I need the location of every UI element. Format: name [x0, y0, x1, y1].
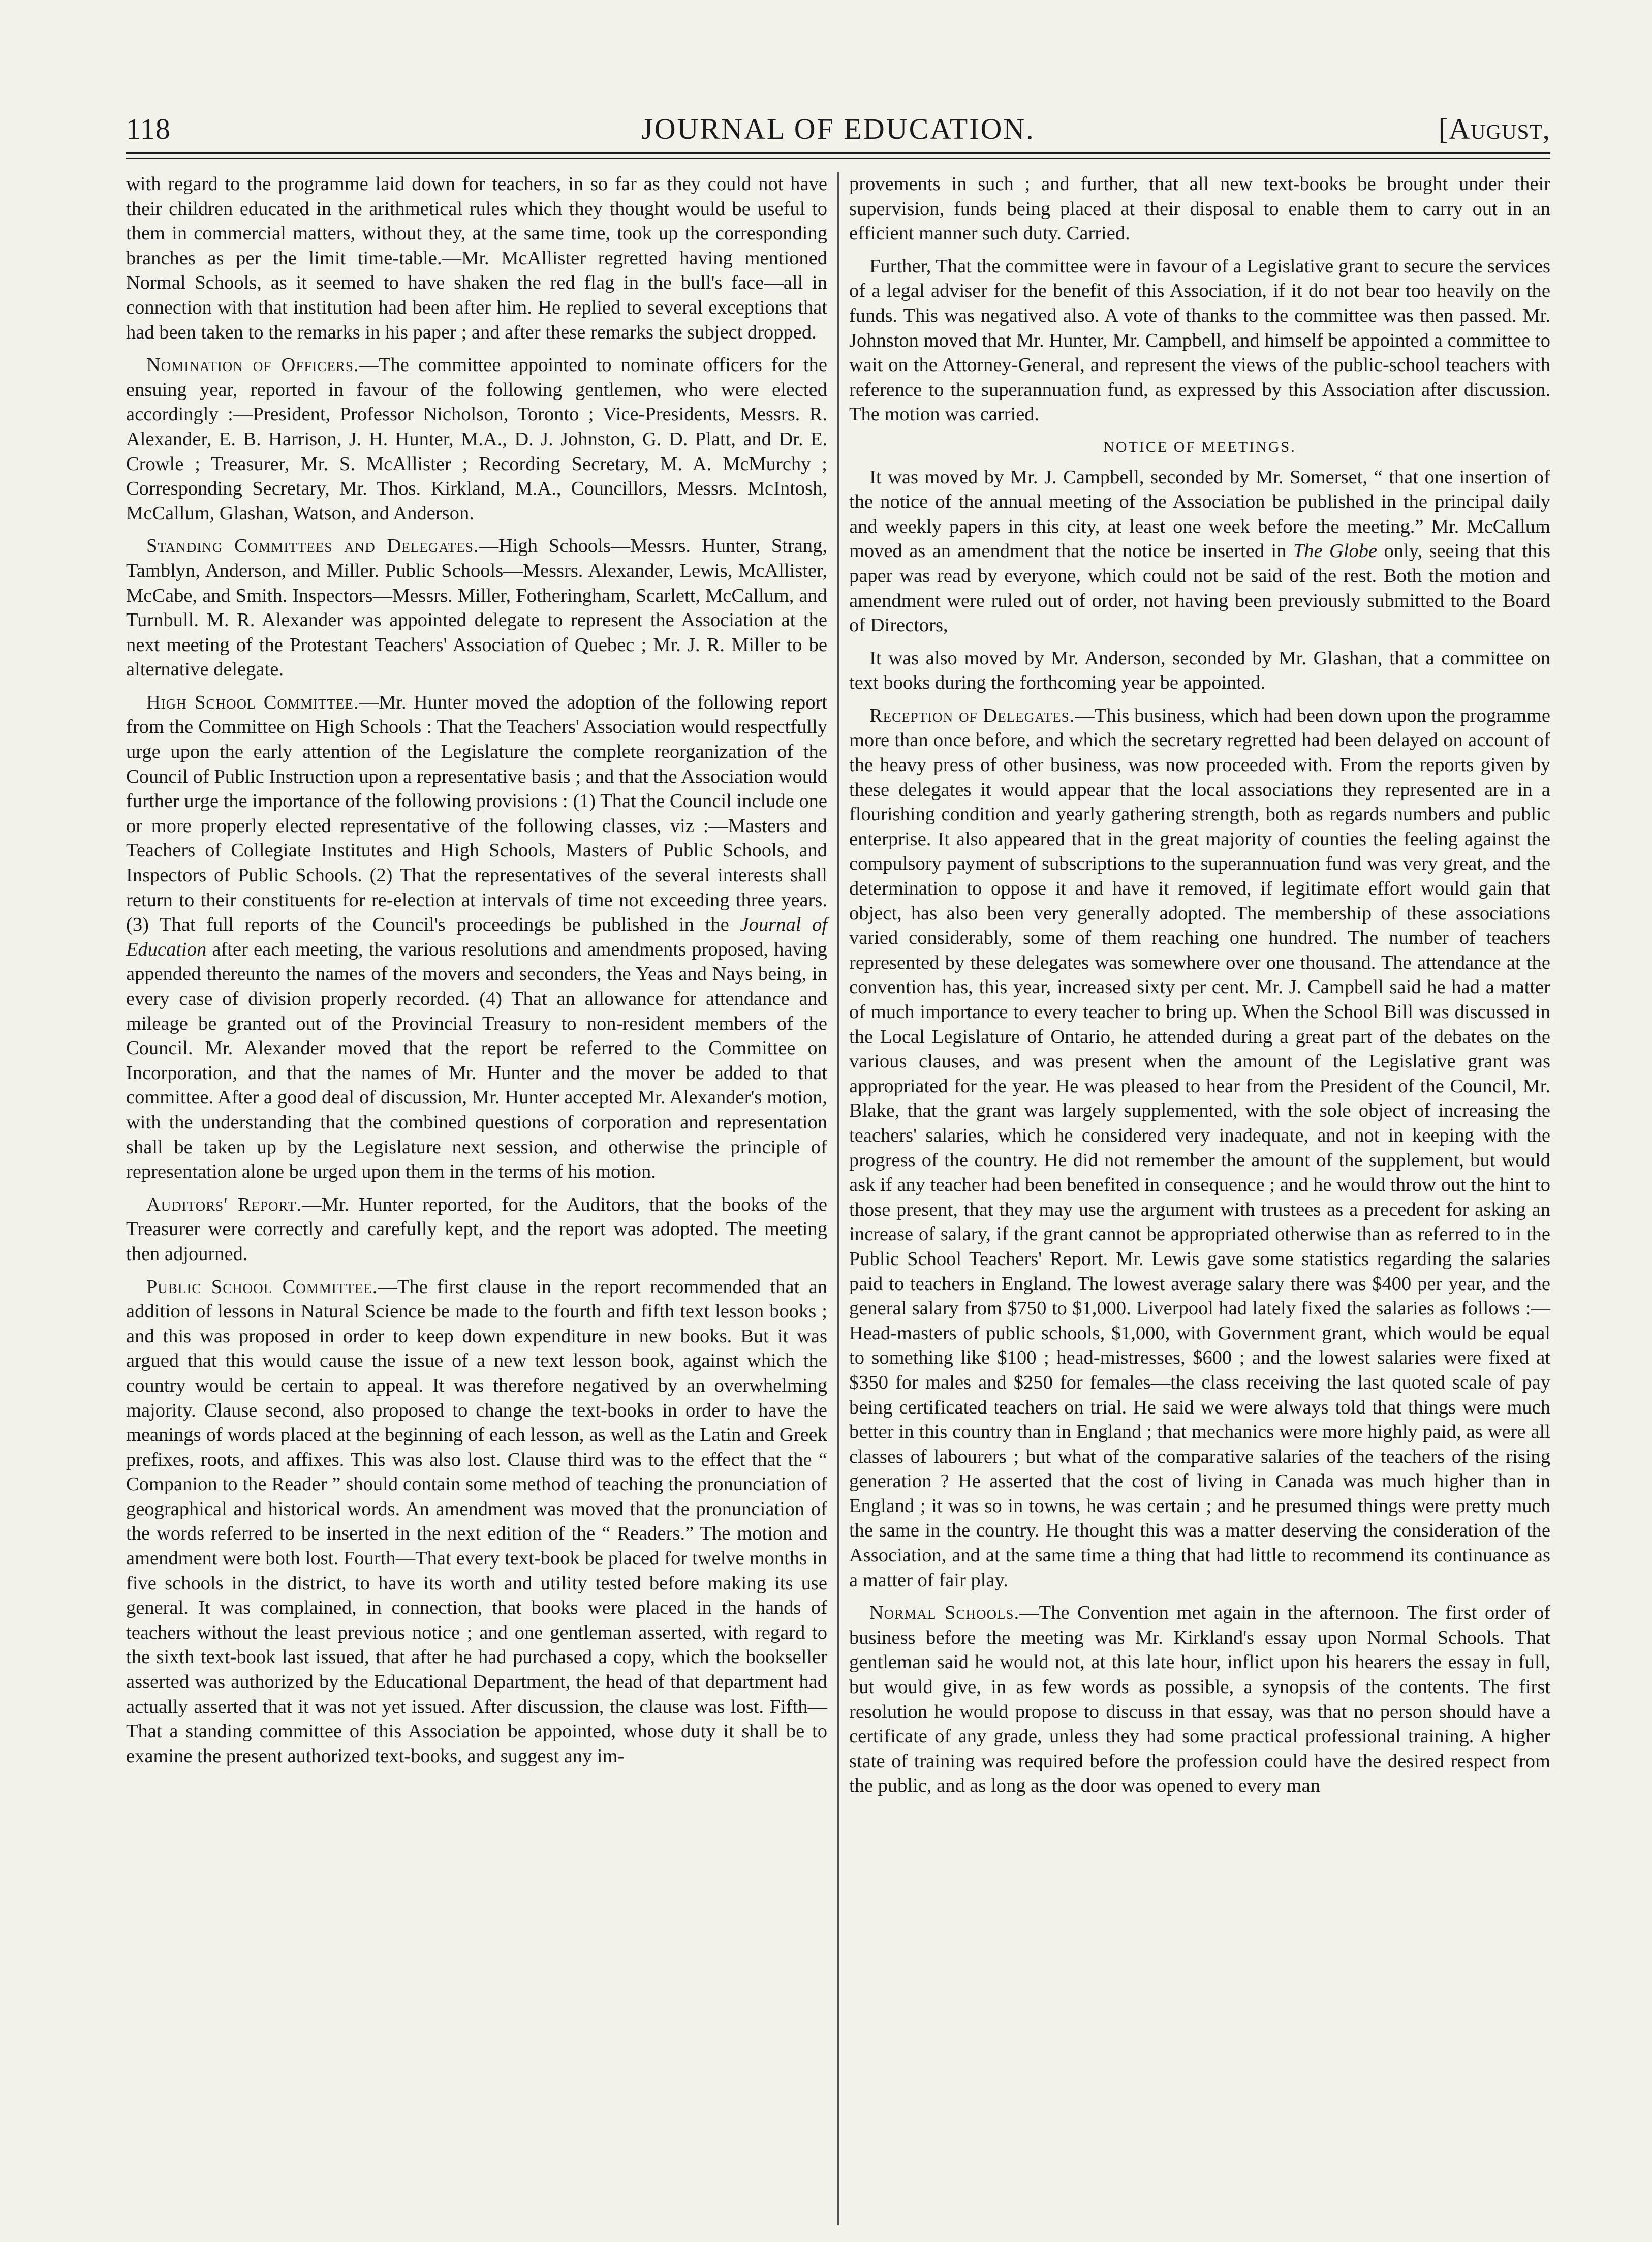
- running-header: [126, 102, 1550, 152]
- standing-committees-section: [126, 534, 827, 682]
- normal-schools-body: —The Convention met again in the afternoon. The first order of business before the meeting was Mr. Kirkland's essay upon Normal Schools. That gentleman said he would not, at this late hour, inflict upon his hearers the essay in full, but would give, in as few words as possible, a synopsis of the contents. The first resolution he would propose to discuss in that essay, was that no person should have a certificate of any grade, unless they had some practical professional training. A higher state of training was required before the profession could have the desired respect from the public, and as long as the door was opened to every man: [849, 1602, 1551, 1797]
- high-school-committee-heading: High School Committee.: [146, 691, 359, 713]
- high-school-committee-body-a: —Mr. Hunter moved the adoption of the following report from the Committee on High Schools : That the Teachers' Association would respectfully urge upon the early attention of the Legislature the complete reorganization of the Council of Public Instruction upon a representative basis ; and that the Association would further urge the importance of the following provisions : (1) That the Council include one or more properly elected representative of the following classes, viz :—Masters and Teachers of Collegiate Institutes and High Schools, Masters of Public Schools, and Inspectors of Public Schools. (2) That the representatives of the several interests shall return to their constituents for re-election at intervals of time not exceeding three years. (3) That full reports of the Council's proceedings be published in the: [126, 691, 827, 936]
- nomination-heading: Nomination of Officers.: [146, 354, 359, 376]
- legal-adviser-paragraph: Further, That the committee were in favour of a Legislative grant to secure the services of a legal adviser for the benefit of this Association, if it do not bear too heavily on the funds. This was negatived also. A vote of thanks to the committee was then passed. Mr. Johnston moved that Mr. Hunter, Mr. Campbell, and himself be appointed a committee to wait on the Attorney-General, and represent the views of the public-school teachers with reference to the superannuation fund, as expressed by this Association after discussion. The motion was carried.: [849, 255, 1550, 425]
- public-school-committee-heading: Public School Committee.: [146, 1276, 378, 1298]
- standing-committees-heading: Standing Committees and Delegates.: [146, 535, 479, 557]
- normal-schools-section: [849, 1601, 1550, 1798]
- two-column-body: [126, 172, 1550, 2240]
- journal-reference: Journal of Education: [126, 914, 828, 960]
- auditors-report-body: —Mr. Hunter reported, for the Auditors, that the books of the Treasurer were correctly and carefully kept, and the report was adopted. The meeting then adjourned.: [126, 1193, 827, 1265]
- reception-of-delegates-section: [849, 703, 1550, 1592]
- journal-title: JOURNAL OF EDUCATION.: [641, 112, 1035, 145]
- auditors-report-heading: Auditors' Report.: [146, 1193, 302, 1215]
- high-school-committee-section: [126, 690, 827, 1184]
- notice-body-b: only, seeing that this paper was read by everyone, which could not be said of the rest. Both the motion and amendment were ruled out of order, not having been previously submitted to the Board of Directors,: [849, 540, 1550, 636]
- high-school-committee-body-b: after each meeting, the various resolutions and amendments proposed, having appended thereunto the names of the movers and seconders, the Yeas and Nays being, in every case of division properly recorded. (4) That an allowance for attendance and mileage be granted out of the Provincial Treasury to non-resident members of the Council. Mr. Alexander moved that the report be referred to the Committee on Incorporation, and that the names of Mr. Hunter and the mover be added to that committee. After a good deal of discussion, Mr. Hunter accepted Mr. Alexander's motion, with the understanding that the combined questions of corporation and representation shall be taken up by the Legislature next session, and otherwise the principle of representation alone be urged upon them in the terms of his motion.: [126, 938, 827, 1183]
- auditors-report-section: [126, 1192, 827, 1267]
- public-school-committee-body: —The first clause in the report recommended that an addition of lessons in Natural Science be made to the fourth and fifth text lesson books ; and this was proposed in order to keep down expenditure in new books. But it was argued that this would cause the issue of a new text lesson book, against which the country would be certain to appeal. It was therefore negatived by an overwhelming majority. Clause second, also proposed to change the text-books in order to have the meanings of words placed at the beginning of each lesson, as well as the Latin and Greek prefixes, roots, and affixes. This was also lost. Clause third was to the effect that the “ Companion to the Reader ” should contain some method of teaching the pronunciation of geographical and historical words. An amendment was moved that the pronunciation of the words referred to be inserted in the next edition of the “ Readers.” The motion and amendment were both lost. Fourth—That every text-book be placed for twelve months in five schools in the district, to have its worth and utility tested before making its use general. It was complained, in connection, that books were placed in the hands of teachers without the least previous notice ; and one gentleman asserted, with regard to the sixth text-book last issued, that after he had purchased a copy, which the bookseller asserted was authorized by the Educational Department, the head of that department had actually asserted that it was not yet issued. After discussion, the clause was lost. Fifth—That a standing committee of this Association be appointed, whose duty it shall be to examine the present authorized text-books, and suggest any im-: [126, 1276, 827, 1767]
- text-books-motion-paragraph: It was also moved by Mr. Anderson, seconded by Mr. Glashan, that a committee on text books during the forthcoming year be appointed.: [849, 647, 1550, 694]
- continued-paragraph-right: provements in such ; and further, that all new text-books be brought under their supervision, funds being placed at their disposal to enable them to carry out in an efficient manner such duty. Carried.: [849, 173, 1550, 244]
- notice-of-meetings-heading: NOTICE OF MEETINGS.: [1103, 438, 1296, 455]
- column-divider: [837, 172, 839, 2225]
- left-column: [126, 172, 827, 2240]
- nomination-section: [126, 353, 827, 526]
- notice-body-a: It was moved by Mr. J. Campbell, seconded by Mr. Somerset, “ that one insertion of the notice of the annual meeting of the Association be published in the principal daily and weekly papers in this city, at least one week before the meeting.” Mr. McCallum moved as an amendment that the notice be inserted in: [849, 466, 1550, 562]
- reception-of-delegates-body: —This business, which had been down upon the programme more than once before, and which the secretary regretted had been delayed on account of the heavy press of other business, was now proceeded with. From the reports given by these delegates it would appear that the local associations they represented are in a flourishing condition and yearly gathering strength, both as regards numbers and public enterprise. It also appeared that in the great majority of counties the feeling against the compulsory payment of subscriptions to the superannuation fund was very great, and the determination to oppose it and have it removed, if legitimate effort would gain that object, has also been very generally adopted. The membership of these associations varied considerably, some of them reaching one hundred. The number of teachers represented by these delegates was somewhere over one thousand. The attendance at the convention has, this year, increased sixty per cent. Mr. J. Campbell said he had a matter of much importance to every teacher to bring up. When the School Bill was discussed in the Local Legislature of Ontario, he attended during a great part of the debates on the various clauses, and was present when the amount of the Legislative grant was appropriated for the year. He was pleased to hear from the President of the Council, Mr. Blake, that the grant was largely supplemented, with the sole object of increasing the teachers' salaries, which he considered very inadequate, and not in keeping with the progress of the country. He did not remember the amount of the supplement, but would ask if any teacher had been benefited in consequence ; and he would throw out the hint to those present, that they may use the argument with trustees as a precedent for asking an increase of salary, if the grant cannot be appropriated otherwise than as referred to in the Public School Teachers' Report. Mr. Lewis gave some statistics regarding the salaries paid to teachers in England. The lowest average salary there was $400 per year, and the general salary from $750 to $1,000. Liverpool had lately fixed the salaries as follows :—Head-masters of public schools, $1,000, with Government grant, which would be equal to something like $100 ; head-mistresses, $600 ; and the lowest salaries were fixed at $350 for males and $250 for females—the class receiving the last quoted scale of pay being certificated teachers on trial. He said we were always told that things were much better in this country than in England ; that mechanics were more highly paid, as were all classes of labourers ; but what of the comparative salaries of the teachers of the rising generation ? He asserted that the cost of living in Canada was much higher than in England ; it was so in towns, he was certain ; and he presumed things were pretty much the same in the country. He thought this was a matter deserving the consideration of the Association, and at the same time a thing that had little to recommend its continuance as a matter of fair play.: [849, 704, 1550, 1591]
- header-rule: [126, 152, 1550, 159]
- public-school-committee-section: [126, 1275, 827, 1769]
- the-globe-reference: The Globe: [1293, 540, 1378, 562]
- notice-of-meetings-paragraph: [849, 465, 1550, 638]
- right-column: [849, 172, 1550, 2240]
- nomination-body: —The committee appointed to nominate officers for the ensuing year, reported in favour of the following gentlemen, who were elected accordingly :—President, Professor Nicholson, Toronto ; Vice-Presidents, Messrs. R. Alexander, E. B. Harrison, J. H. Hunter, M.A., D. J. Johnston, G. D. Platt, and Dr. E. Crowle ; Treasurer, Mr. S. McAllister ; Recording Secretary, M. A. McMurchy ; Corresponding Secretary, Mr. Thos. Kirkland, M.A., Councillors, Messrs. McIntosh, McCallum, Glashan, Watson, and Anderson.: [126, 354, 828, 524]
- normal-schools-heading: Normal Schools.: [869, 1602, 1020, 1624]
- reception-of-delegates-heading: Reception of Delegates.: [869, 704, 1075, 726]
- continued-paragraph: with regard to the programme laid down for teachers, in so far as they could not have their children educated in the arithmetical rules which they thought would be useful to them in commercial matters, without they, at the same time, took up the corresponding branches as per the limit time-table.—Mr. McAllister regretted having mentioned Normal Schools, as it seemed to have shaken the red flag in the bull's face—all in connection with that institution had been after him. He replied to several exceptions that had been taken to the remarks in his paper ; and after these remarks the subject dropped.: [126, 173, 827, 343]
- standing-committees-body: —High Schools—Messrs. Hunter, Strang, Tamblyn, Anderson, and Miller. Public Schools—Messrs. Alexander, Lewis, McAllister, McCabe, and Smith. Inspectors—Messrs. Miller, Fotheringham, Scarlett, McCallum, and Turnbull. M. R. Alexander was appointed delegate to represent the Association at the next meeting of the Protestant Teachers' Association of Quebec ; Mr. J. R. Miller to be alternative delegate.: [126, 535, 827, 681]
- issue-month: [August,: [1438, 112, 1550, 145]
- page-number: 118: [126, 112, 171, 145]
